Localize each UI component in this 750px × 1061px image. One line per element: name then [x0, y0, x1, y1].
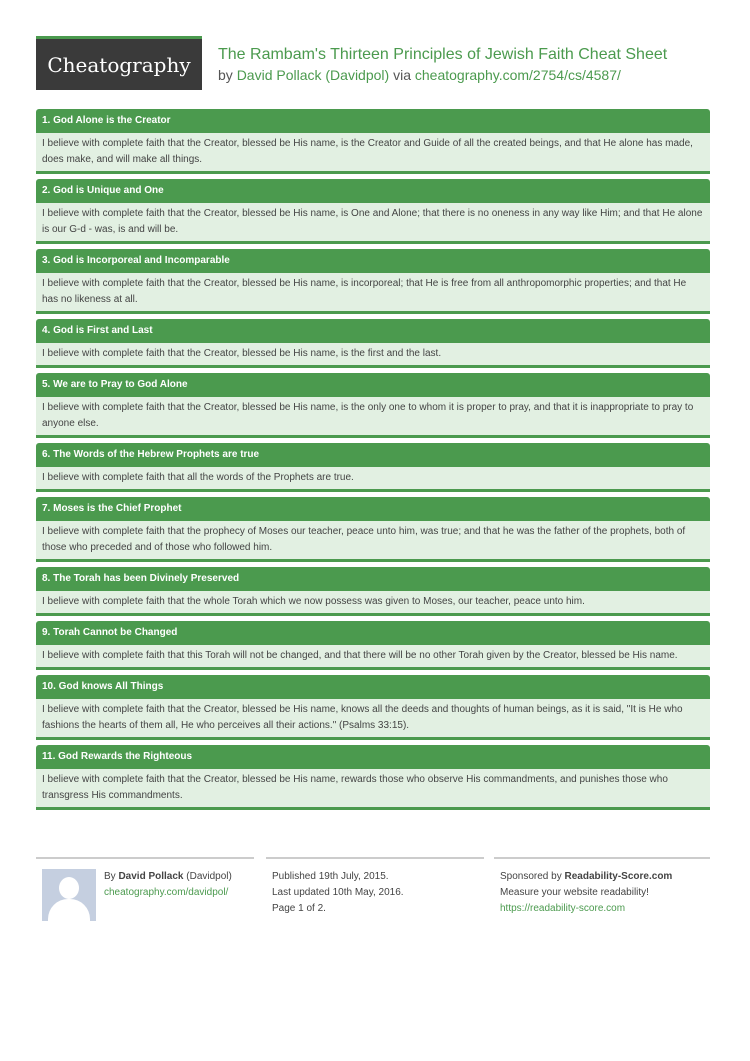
- principle-section: [36, 319, 710, 368]
- section-heading: 8. The Torah has been Divinely Preserved: [36, 567, 710, 591]
- section-text: I believe with complete faith that the Creator, blessed be His name, is the only one to whom it is proper to pray, and that it is inappropriate to pray to anyone else.: [36, 397, 710, 435]
- sponsor-url[interactable]: https://readability-score.com: [500, 903, 626, 914]
- footer-sponsor: [494, 857, 710, 927]
- principle-section: [36, 373, 710, 438]
- principle-section: [36, 179, 710, 244]
- section-text: I believe with complete faith that the Creator, blessed be His name, is the first and the last.: [36, 343, 710, 365]
- principle-section: [36, 567, 710, 616]
- header: [36, 36, 710, 90]
- byline: [218, 67, 667, 83]
- section-heading: 5. We are to Pray to God Alone: [36, 373, 710, 397]
- section-text: I believe with complete faith that the Creator, blessed be His name, is incorporeal; that He is free from all anthropomorphic properties; and that He has no likeness at all.: [36, 273, 710, 311]
- section-heading: 10. God knows All Things: [36, 675, 710, 699]
- section-heading: 7. Moses is the Chief Prophet: [36, 497, 710, 521]
- sponsor-name: Readability-Score.com: [564, 871, 673, 882]
- sponsor-prefix: Sponsored by: [500, 871, 562, 882]
- section-text: I believe with complete faith that this Torah will not be changed, and that there will be no other Torah given by the Creator, blessed be His name.: [36, 645, 710, 667]
- section-heading: 2. God is Unique and One: [36, 179, 710, 203]
- section-heading: 3. God is Incorporeal and Incomparable: [36, 249, 710, 273]
- section-text: I believe with complete faith that the Creator, blessed be His name, rewards those who observe His commandments, and punishes those who transgress His commandments.: [36, 769, 710, 807]
- title-block: [218, 46, 667, 83]
- section-text: I believe with complete faith that the Creator, blessed be His name, knows all the deeds and thoughts of human beings, as it is said, "It is He who fashions the hearts of them all, He who perceives all their actions." (Psalms 33:15).: [36, 699, 710, 737]
- byline-by: by: [218, 67, 233, 83]
- section-heading: 1. God Alone is the Creator: [36, 109, 710, 133]
- author-link[interactable]: David Pollack (Davidpol): [236, 67, 390, 83]
- section-text: I believe with complete faith that the prophecy of Moses our teacher, peace unto him, was true; and that he was the father of the prophets, both of those who preceded and of those who followed him.: [36, 521, 710, 559]
- principles-list: [36, 109, 710, 815]
- footer-author-name: David Pollack: [118, 871, 184, 882]
- footer-by: By: [104, 871, 116, 882]
- principle-section: [36, 249, 710, 314]
- principle-section: [36, 109, 710, 174]
- section-heading: 4. God is First and Last: [36, 319, 710, 343]
- page-number: Page 1 of 2.: [272, 903, 326, 914]
- byline-via: via: [393, 67, 411, 83]
- principle-section: [36, 443, 710, 492]
- section-heading: 11. God Rewards the Righteous: [36, 745, 710, 769]
- principle-section: [36, 745, 710, 810]
- section-text: I believe with complete faith that the Creator, blessed be His name, is One and Alone; that there is no oneness in any way like Him; and that He alone is our G-d - was, is and will be.: [36, 203, 710, 241]
- principle-section: [36, 497, 710, 562]
- sheet-url-link[interactable]: cheatography.com/2754/cs/4587/: [414, 67, 621, 83]
- footer-author-handle: (Davidpol): [186, 871, 232, 882]
- cheatography-logo[interactable]: [36, 36, 202, 90]
- sponsor-tagline: Measure your website readability!: [500, 887, 649, 898]
- footer: [36, 857, 710, 937]
- footer-author: [36, 857, 254, 927]
- section-text: I believe with complete faith that all the words of the Prophets are true.: [36, 467, 710, 489]
- footer-dates: [266, 857, 484, 927]
- logo-text: Cheatography: [47, 52, 191, 77]
- updated-date: Last updated 10th May, 2016.: [272, 887, 404, 898]
- principle-section: [36, 621, 710, 670]
- section-heading: 6. The Words of the Hebrew Prophets are true: [36, 443, 710, 467]
- avatar: [42, 869, 96, 921]
- page-title: The Rambam's Thirteen Principles of Jewish Faith Cheat Sheet: [218, 46, 668, 63]
- section-text: I believe with complete faith that the Creator, blessed be His name, is the Creator and Guide of all the created beings, and that He alone has made, does make, and will make all things.: [36, 133, 710, 171]
- footer-author-url[interactable]: cheatography.com/davidpol/: [104, 887, 229, 898]
- section-text: I believe with complete faith that the whole Torah which we now possess was given to Moses, our teacher, peace unto him.: [36, 591, 710, 613]
- published-date: Published 19th July, 2015.: [272, 871, 389, 882]
- principle-section: [36, 675, 710, 740]
- section-heading: 9. Torah Cannot be Changed: [36, 621, 710, 645]
